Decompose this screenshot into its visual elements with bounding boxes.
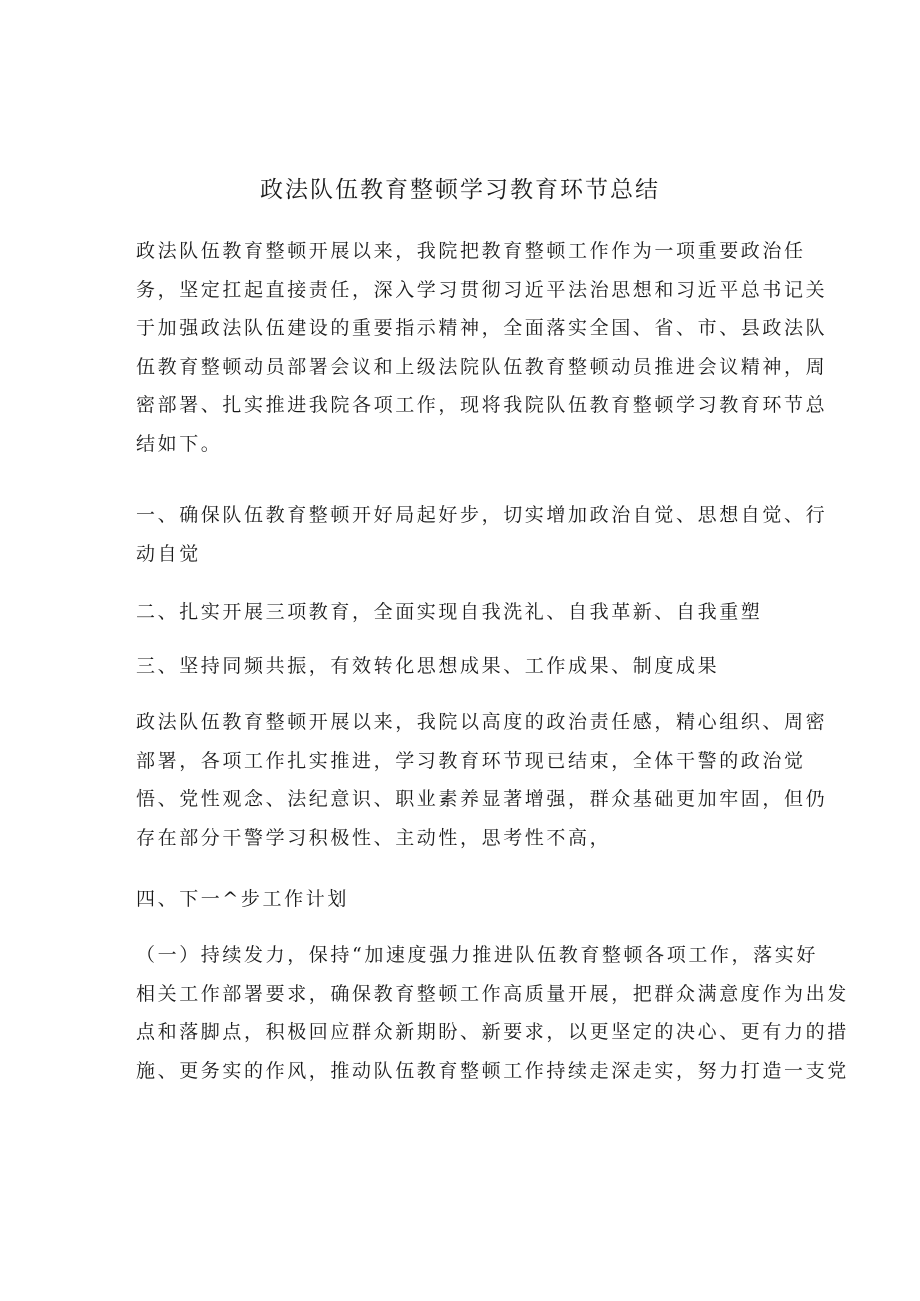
text-line: 动自觉 [136, 542, 201, 565]
text-line: 政法队伍教育整顿开展以来，我院以高度的政治责任感，精心组织、周密 [136, 711, 828, 733]
section-heading-3 [136, 647, 800, 686]
text-line: 部署，各项工作扎实推进，学习教育环节现已结束，全体干警的政治觉 [136, 749, 806, 772]
text-line: 结如下。 [136, 432, 223, 455]
section-heading-4 [136, 880, 800, 919]
text-line: 点和落脚点，积极回应群众新期盼、新要求，以更坚定的决心、更有力的措 [136, 1021, 849, 1043]
text-line: 相关工作部署要求，确保教育整顿工作高质量开展，把群众满意度作为出发 [136, 982, 849, 1005]
section-heading-1 [136, 496, 828, 573]
text-line: 四、下一^步工作计划 [136, 888, 349, 910]
text-line: 一、确保队伍教育整顿开好局起好步，切实增加政治自觉、思想自觉、行 [136, 504, 828, 526]
text-line: 存在部分干警学习积极性、主动性，思考性不高， [136, 826, 612, 849]
text-line: 于加强政法队伍建设的重要指示精神，全面落实全国、省、市、县政法队 [136, 317, 828, 339]
plan-paragraph [136, 936, 849, 1090]
text-line: （一）持续发力，保持“加速度强力推进队伍教育整顿各项工作，落实好 [136, 944, 818, 966]
text-line: 三、坚持同频共振，有效转化思想成果、工作成果、制度成果 [136, 655, 720, 677]
text-line: 施、更务实的作风，推动队伍教育整顿工作持续走深走实，努力打造一支党 [136, 1059, 849, 1082]
summary-paragraph [136, 703, 828, 857]
text-line: 悟、党性观念、法纪意识、职业素养显著增强，群众基础更加牢固，但仍 [136, 788, 828, 810]
text-line: 密部署、扎实推进我院各项工作，现将我院队伍教育整顿学习教育环节总 [136, 394, 828, 416]
text-line: 二、扎实开展三项教育，全面实现自我洗礼、自我革新、自我重塑 [136, 601, 763, 623]
text-line: 务，坚定扛起直接责任，深入学习贯彻习近平法治思想和习近平总书记关 [136, 278, 828, 301]
intro-paragraph [136, 232, 828, 463]
section-heading-2 [136, 593, 800, 632]
document-title: 政法队伍教育整顿学习教育环节总结 [260, 177, 660, 203]
text-line: 伍教育整顿动员部署会议和上级法院队伍教育整顿动员推进会议精神，周 [136, 355, 828, 378]
text-line: 政法队伍教育整顿开展以来，我院把教育整顿工作作为一项重要政治任 [136, 240, 806, 262]
